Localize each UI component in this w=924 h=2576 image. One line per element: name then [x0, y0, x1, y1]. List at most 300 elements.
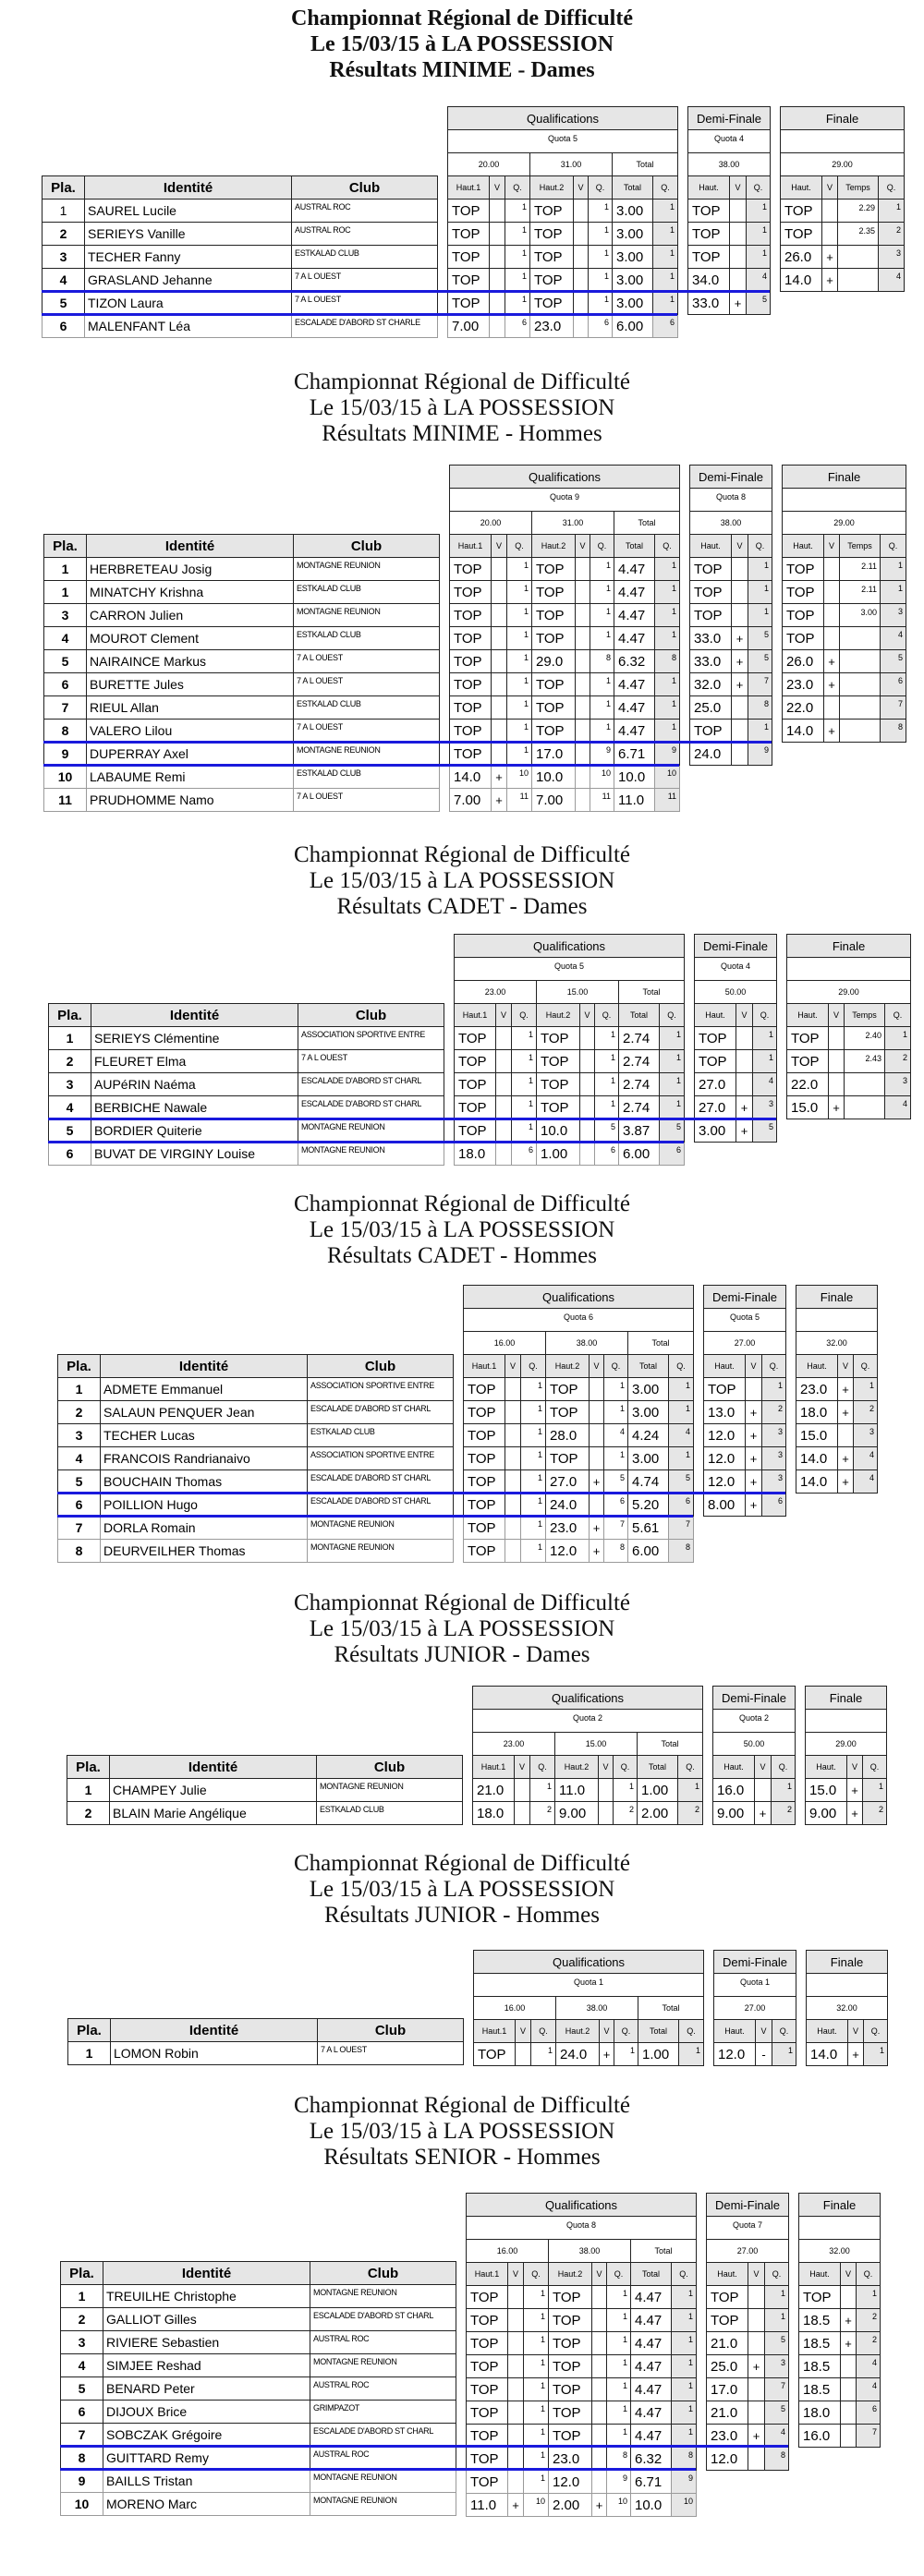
column-header-q: Q.: [854, 1355, 878, 1378]
qualification-rank: 1: [653, 246, 678, 269]
route2-v: +: [590, 1517, 604, 1540]
column-header-haut1: Haut.1: [473, 1756, 515, 1779]
route1-v: [492, 558, 507, 581]
route2-time: 15.00: [555, 1733, 638, 1756]
route1-height: TOP: [450, 720, 492, 743]
route1-height: 14.0: [450, 766, 492, 789]
rank-cell: 4: [49, 1096, 91, 1119]
column-header-q: Q.: [614, 1756, 638, 1779]
column-header-q: Q.: [669, 1355, 694, 1378]
route1-rank: 1: [524, 2355, 549, 2378]
rank-cell: 3: [44, 604, 87, 627]
route2-v: +: [590, 1540, 604, 1563]
demi-rank: 1: [765, 2309, 789, 2332]
competitor-name: BLAIN Marie Angélique: [110, 1802, 317, 1825]
qualification-total: 3.00: [613, 292, 653, 315]
demi-finale-row: [707, 2448, 789, 2471]
finale-rank: 4: [857, 2378, 881, 2401]
route1-v: [508, 2471, 524, 2494]
finale-cutoff-line: [57, 1492, 785, 1494]
qualification-row: [448, 223, 678, 246]
route1-height: 11.0: [467, 2494, 508, 2517]
qualification-row: [464, 1424, 694, 1447]
competitor-name: TREUILHE Christophe: [103, 2285, 310, 2308]
qualification-rank: 1: [660, 1050, 685, 1073]
column-header-total: Total: [638, 1756, 678, 1779]
route2-rank: 1: [590, 673, 614, 696]
competitor-row: [49, 1073, 444, 1096]
demi-finale-row: [704, 1470, 786, 1494]
column-header-v: V: [829, 1004, 845, 1027]
finale-time: 29.00: [783, 512, 906, 535]
route1-rank: 1: [531, 2043, 556, 2066]
qualification-row: [467, 2332, 697, 2355]
route2-height: 17.0: [532, 743, 576, 766]
route2-v: [592, 2471, 607, 2494]
route2-v: [576, 558, 590, 581]
route2-height: 28.0: [546, 1424, 590, 1447]
finale-row: [787, 1027, 911, 1050]
qualification-row: [464, 1447, 694, 1470]
route1-height: TOP: [455, 1096, 496, 1119]
route2-height: TOP: [530, 223, 574, 246]
column-header-q: Q.: [679, 2020, 704, 2043]
route2-rank: 1: [607, 2425, 631, 2448]
demi-finale-row: [707, 2425, 789, 2448]
demi-v: [748, 2286, 765, 2309]
qualification-total: 4.24: [628, 1424, 669, 1447]
column-header-identite: Identité: [111, 2019, 318, 2042]
route1-v: [505, 1378, 521, 1401]
rank-cell: 4: [43, 269, 85, 292]
column-header-q: Q.: [531, 2020, 556, 2043]
qualification-rank: 1: [655, 720, 680, 743]
demi-rank: 6: [762, 1494, 786, 1517]
demi-rank: 5: [748, 650, 772, 673]
route2-v: [599, 1802, 614, 1825]
competitor-row: [61, 2401, 456, 2424]
column-header-q: Q.: [753, 1004, 777, 1027]
route2-v: [574, 223, 589, 246]
competitor-row: [44, 627, 440, 650]
demi-rank: 1: [753, 1027, 777, 1050]
demi-finale-quota: Quota 4: [688, 130, 771, 153]
header-row: [58, 1355, 454, 1378]
finale-v: [824, 604, 840, 627]
qualification-row: [448, 200, 678, 223]
finale-v: +: [847, 1779, 863, 1802]
finale-row: [781, 200, 905, 223]
demi-finale-table: [689, 465, 772, 766]
demi-finale-row: [714, 2043, 796, 2066]
qualification-total: 3.00: [628, 1401, 669, 1424]
competitor-name: TIZON Laura: [85, 292, 292, 315]
route1-rank: 1: [524, 2401, 549, 2425]
qualifications-table: [454, 934, 685, 1166]
qualification-rank: 1: [679, 2043, 704, 2066]
qualification-row: [450, 766, 680, 789]
finale-quota: [783, 489, 906, 512]
finale-table: [786, 934, 911, 1119]
competitor-row: [61, 2331, 456, 2354]
finale-height: 15.0: [787, 1096, 829, 1119]
competitor-table: [67, 2018, 464, 2065]
column-header-haut1: Haut.1: [474, 2020, 516, 2043]
competitor-name: PRUDHOMME Namo: [87, 789, 294, 812]
qualification-row: [473, 1802, 703, 1825]
demi-height: TOP: [695, 1027, 736, 1050]
finale-header: Finale: [807, 1951, 888, 1974]
club-name: ESTKALAD CLUB: [292, 246, 438, 269]
route2-v: [580, 1073, 595, 1096]
qualifications-header: Qualifications: [455, 935, 685, 958]
qualification-total: 6.32: [631, 2448, 672, 2471]
route2-height: TOP: [537, 1096, 580, 1119]
route1-height: TOP: [455, 1073, 496, 1096]
competitor-name: MORENO Marc: [103, 2493, 310, 2516]
finale-row: [787, 1096, 911, 1119]
demi-v: [736, 1027, 753, 1050]
qualification-total: 2.00: [638, 1802, 678, 1825]
column-header-club: Club: [308, 1355, 454, 1378]
demi-finale-time: 27.00: [704, 1332, 786, 1355]
qualification-total: 4.47: [631, 2286, 672, 2309]
demi-height: TOP: [707, 2286, 748, 2309]
column-header-v: V: [505, 1355, 521, 1378]
demi-finale-table: [713, 1950, 796, 2066]
finale-rank: 1: [854, 1378, 878, 1401]
route2-v: [592, 2286, 607, 2309]
club-name: ESCALADE D'ABORD ST CHARLE: [292, 315, 438, 338]
demi-rank: 7: [765, 2378, 789, 2401]
finale-rank: 2: [879, 223, 905, 246]
competitor-row: [44, 789, 440, 812]
column-header-total: Total: [619, 1004, 660, 1027]
qualification-total: 3.87: [619, 1119, 660, 1143]
route2-height: TOP: [537, 1050, 580, 1073]
route1-rank: 6: [505, 315, 530, 338]
route2-rank: 1: [590, 627, 614, 650]
route2-v: [592, 2332, 607, 2355]
demi-rank: 8: [748, 696, 772, 720]
rank-cell: 7: [44, 696, 87, 720]
demi-height: 3.00: [695, 1119, 736, 1143]
route2-height: TOP: [549, 2309, 592, 2332]
route1-v: [515, 1779, 530, 1802]
finale-time-value: [840, 650, 881, 673]
route2-height: TOP: [546, 1447, 590, 1470]
route1-rank: 6: [512, 1143, 537, 1166]
competitor-row: [68, 2042, 464, 2065]
total-header: Total: [638, 1997, 704, 2020]
finale-rank: 4: [881, 627, 906, 650]
column-header-q: Q.: [885, 1004, 911, 1027]
rank-cell: 5: [49, 1119, 91, 1143]
route1-v: [490, 315, 505, 338]
competitor-row: [61, 2470, 456, 2493]
event-date-location: Le 15/03/15 à LA POSSESSION: [309, 1877, 615, 1902]
qualifications-table: [447, 106, 678, 338]
demi-finale-row: [707, 2401, 789, 2425]
rank-cell: 1: [44, 558, 87, 581]
route1-rank: 10: [507, 766, 532, 789]
category-title: Résultats JUNIOR - Hommes: [324, 1903, 600, 1928]
route2-height: TOP: [549, 2401, 592, 2425]
qualification-row: [448, 246, 678, 269]
competitor-row: [43, 315, 438, 338]
competitor-name: DUPERRAY Axel: [87, 743, 294, 766]
finale-rank: 2: [854, 1401, 878, 1424]
route2-rank: 1: [595, 1050, 619, 1073]
column-header-q: Q.: [505, 176, 530, 200]
qualification-rank: 1: [653, 269, 678, 292]
demi-height: TOP: [690, 604, 732, 627]
qualification-total: 1.00: [638, 1779, 678, 1802]
route1-time: 20.00: [448, 153, 530, 176]
finale-time-value: [838, 269, 879, 292]
column-header-q: Q.: [590, 535, 614, 558]
club-name: ESTKALAD CLUB: [294, 696, 440, 720]
route2-v: [592, 2309, 607, 2332]
finale-height: TOP: [781, 223, 822, 246]
total-header: Total: [619, 981, 685, 1004]
route1-v: [490, 269, 505, 292]
finale-time-value: 3.00: [840, 604, 881, 627]
demi-height: 12.0: [707, 2448, 748, 2471]
rank-cell: 1: [68, 2042, 111, 2065]
demi-height: 13.0: [704, 1401, 746, 1424]
route2-v: [590, 1424, 604, 1447]
route2-v: [576, 766, 590, 789]
column-header-haut2: Haut.2: [537, 1004, 580, 1027]
demi-height: TOP: [688, 223, 730, 246]
route2-rank: 1: [595, 1096, 619, 1119]
qualification-rank: 8: [672, 2448, 697, 2471]
route2-v: [592, 2401, 607, 2425]
competitor-row: [58, 1424, 454, 1447]
route1-height: TOP: [467, 2425, 508, 2448]
qualification-row: [455, 1073, 685, 1096]
column-header-q: Q.: [512, 1004, 537, 1027]
finale-v: +: [838, 1470, 854, 1494]
finale-rank: 3: [854, 1424, 878, 1447]
finale-quota: [807, 1974, 888, 1997]
rank-cell: 9: [61, 2470, 103, 2493]
competitor-table: [57, 1354, 454, 1563]
club-name: MONTAGNE REUNION: [317, 1779, 463, 1802]
finale-header: Finale: [781, 107, 905, 130]
demi-finale-cutoff-line: [43, 764, 679, 767]
qualification-total: 4.74: [628, 1470, 669, 1494]
club-name: MONTAGNE REUNION: [298, 1119, 444, 1143]
demi-finale-quota: Quota 8: [690, 489, 772, 512]
route1-height: TOP: [464, 1470, 505, 1494]
column-header-total: Total: [614, 535, 655, 558]
route2-height: TOP: [537, 1073, 580, 1096]
competitor-name: RIEUL Allan: [87, 696, 294, 720]
column-header-haut: Haut.: [807, 2020, 848, 2043]
route2-height: 12.0: [549, 2471, 592, 2494]
demi-finale-row: [704, 1447, 786, 1470]
finale-row: [806, 1779, 887, 1802]
route2-rank: 10: [607, 2494, 631, 2517]
demi-rank: 5: [765, 2332, 789, 2355]
finale-rank: 1: [857, 2286, 881, 2309]
demi-finale-time: 50.00: [695, 981, 777, 1004]
demi-finale-header: Demi-Finale: [688, 107, 771, 130]
finale-row: [799, 2286, 881, 2309]
column-header-v: V: [574, 176, 589, 200]
route2-v: +: [592, 2494, 607, 2517]
event-date-location: Le 15/03/15 à LA POSSESSION: [310, 32, 614, 56]
qualifications-header: Qualifications: [464, 1286, 694, 1309]
finale-v: +: [824, 673, 840, 696]
finale-v: [824, 627, 840, 650]
qualification-rank: 1: [669, 1378, 694, 1401]
route2-height: 27.0: [546, 1470, 590, 1494]
route2-rank: 10: [590, 766, 614, 789]
qualification-rank: 5: [660, 1119, 685, 1143]
route1-v: [496, 1096, 512, 1119]
finale-header: Finale: [799, 2194, 881, 2217]
qualification-row: [450, 673, 680, 696]
route2-rank: 4: [604, 1424, 628, 1447]
column-header-v: V: [496, 1004, 512, 1027]
competitor-name: DORLA Romain: [101, 1517, 308, 1540]
qualification-row: [450, 789, 680, 812]
qualification-rank: 1: [678, 1779, 703, 1802]
finale-rank: 4: [857, 2355, 881, 2378]
competitor-name: BOUCHAIN Thomas: [101, 1470, 308, 1494]
category-title: Résultats CADET - Dames: [336, 894, 588, 919]
column-header-q: Q.: [524, 2263, 549, 2286]
qualification-row: [450, 627, 680, 650]
finale-rank: 4: [854, 1470, 878, 1494]
qualification-row: [455, 1143, 685, 1166]
column-header-identite: Identité: [101, 1355, 308, 1378]
route2-height: TOP: [549, 2378, 592, 2401]
qualification-total: 3.00: [628, 1378, 669, 1401]
qualification-total: 5.61: [628, 1517, 669, 1540]
route2-rank: 1: [607, 2401, 631, 2425]
column-header-v: V: [576, 535, 590, 558]
column-header-q: Q.: [863, 1756, 887, 1779]
column-header-haut: Haut.: [783, 535, 824, 558]
finale-height: TOP: [783, 604, 824, 627]
competitor-name: SERIEYS Clémentine: [91, 1027, 298, 1050]
qualification-total: 4.47: [614, 627, 655, 650]
route2-v: [576, 650, 590, 673]
column-header-haut: Haut.: [781, 176, 822, 200]
demi-v: +: [732, 673, 748, 696]
column-header-haut1: Haut.1: [455, 1004, 496, 1027]
demi-rank: 4: [765, 2425, 789, 2448]
route2-height: 10.0: [532, 766, 576, 789]
route1-rank: 1: [507, 558, 532, 581]
route2-rank: 1: [614, 1779, 638, 1802]
column-header-q: Q.: [595, 1004, 619, 1027]
column-header-v: V: [580, 1004, 595, 1027]
finale-time-value: 2.35: [838, 223, 879, 246]
route2-rank: 1: [604, 1401, 628, 1424]
competitor-row: [44, 581, 440, 604]
qualification-rank: 1: [672, 2355, 697, 2378]
demi-rank: 2: [772, 1802, 796, 1825]
competitor-row: [58, 1447, 454, 1470]
route2-rank: 1: [590, 604, 614, 627]
route2-rank: 1: [607, 2286, 631, 2309]
championship-name: Championnat Régional de Difficulté: [293, 2093, 631, 2118]
finale-row: [787, 1073, 911, 1096]
demi-rank: 1: [762, 1378, 786, 1401]
finale-v: [841, 2355, 857, 2378]
route1-v: [492, 720, 507, 743]
club-name: MONTAGNE REUNION: [294, 558, 440, 581]
column-header-temps: Temps: [840, 535, 881, 558]
route2-v: [599, 1779, 614, 1802]
demi-finale-cutoff-line: [42, 313, 677, 316]
qualifications-quota: Quota 5: [455, 958, 685, 981]
qualification-rank: 1: [655, 581, 680, 604]
route1-rank: 1: [507, 696, 532, 720]
route1-height: TOP: [464, 1447, 505, 1470]
demi-finale-row: [688, 246, 771, 269]
column-header-club: Club: [310, 2262, 456, 2285]
route2-v: [576, 696, 590, 720]
demi-v: +: [748, 2425, 765, 2448]
column-header-q: Q.: [604, 1355, 628, 1378]
route2-time: 38.00: [546, 1332, 628, 1355]
route1-v: [508, 2378, 524, 2401]
qualification-rank: 1: [672, 2286, 697, 2309]
qualification-rank: 1: [672, 2309, 697, 2332]
finale-rank: 6: [857, 2401, 881, 2425]
qualification-total: 4.47: [631, 2355, 672, 2378]
route2-rank: 1: [595, 1073, 619, 1096]
competitor-row: [44, 743, 440, 766]
rank-cell: 5: [43, 292, 85, 315]
route2-v: [580, 1119, 595, 1143]
column-header-q: Q.: [507, 535, 532, 558]
column-header-v: V: [592, 2263, 607, 2286]
qualification-rank: 10: [655, 766, 680, 789]
demi-v: [732, 743, 748, 766]
finale-row: [796, 1401, 878, 1424]
competitor-name: FLEURET Elma: [91, 1050, 298, 1073]
demi-height: 25.0: [707, 2355, 748, 2378]
demi-v: [736, 1050, 753, 1073]
finale-row: [806, 1802, 887, 1825]
finale-v: [841, 2286, 857, 2309]
club-name: 7 A L OUEST: [292, 269, 438, 292]
finale-height: TOP: [787, 1027, 829, 1050]
club-name: MONTAGNE REUNION: [310, 2285, 456, 2308]
competitor-name: BURETTE Jules: [87, 673, 294, 696]
demi-v: +: [746, 1401, 762, 1424]
column-header-q: Q.: [772, 1756, 796, 1779]
finale-time-value: [840, 673, 881, 696]
route2-height: TOP: [549, 2286, 592, 2309]
competitor-name: NAIRAINCE Markus: [87, 650, 294, 673]
route1-height: TOP: [448, 223, 490, 246]
rank-cell: 8: [58, 1540, 101, 1563]
qualification-rank: 1: [669, 1447, 694, 1470]
qualification-total: 4.47: [614, 558, 655, 581]
finale-rank: 1: [864, 2043, 888, 2066]
qualification-rank: 6: [660, 1143, 685, 1166]
route1-rank: 1: [524, 2378, 549, 2401]
demi-rank: 5: [747, 292, 771, 315]
